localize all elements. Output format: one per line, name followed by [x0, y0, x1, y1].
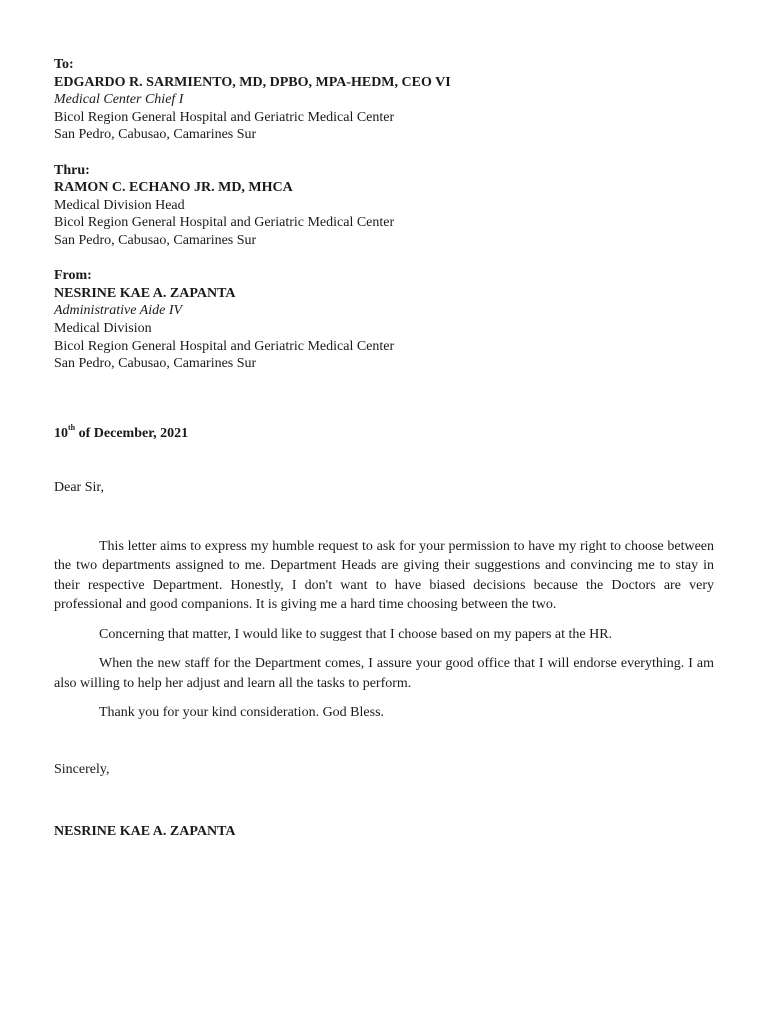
- to-block: [54, 56, 714, 144]
- salutation: Dear Sir,: [54, 479, 104, 495]
- thru-block: [54, 162, 714, 250]
- to-organization: Bicol Region General Hospital and Geriatric Medical Center: [54, 109, 395, 125]
- from-label: From:: [54, 268, 92, 284]
- thru-organization: Bicol Region General Hospital and Geriatric Medical Center: [54, 215, 395, 231]
- signature-name: NESRINE KAE A. ZAPANTA: [54, 823, 236, 839]
- closing: Sincerely,: [54, 761, 110, 777]
- to-address: San Pedro, Cabusao, Camarines Sur: [54, 127, 257, 143]
- body-paragraph: Thank you for your kind consideration. God Bless.: [99, 705, 385, 721]
- date-rest: of December, 2021: [75, 425, 189, 441]
- letter: [54, 56, 714, 841]
- date-suffix: th: [68, 423, 76, 433]
- from-division: Medical Division: [54, 320, 152, 336]
- thru-name: RAMON C. ECHANO JR. MD, MHCA: [54, 180, 293, 196]
- to-name: EDGARDO R. SARMIENTO, MD, DPBO, MPA-HEDM, CEO VI: [54, 74, 451, 90]
- thru-address: San Pedro, Cabusao, Camarines Sur: [54, 232, 257, 248]
- from-organization: Bicol Region General Hospital and Geriatric Medical Center: [54, 338, 395, 354]
- from-address: San Pedro, Cabusao, Camarines Sur: [54, 356, 257, 372]
- from-title: Administrative Aide IV: [54, 303, 183, 319]
- letter-date: [54, 425, 714, 443]
- thru-label: Thru:: [54, 162, 90, 178]
- body-paragraph: When the new staff for the Department comes, I assure your good office that I will endorse everything. I am also willing to help her adjust and learn all the tasks to perform.: [54, 656, 714, 691]
- date-day: 10: [54, 425, 68, 441]
- from-block: [54, 267, 714, 373]
- body-paragraph: Concerning that matter, I would like to suggest that I choose based on my papers at the HR.: [99, 626, 613, 642]
- body-paragraph: This letter aims to express my humble request to ask for your permission to have my right to choose between the two departments assigned to me. Department Heads are giving their suggestions and convincing me to stay in their respective Department. Honestly, I don't want to have biased decisions because the Doctors are very professional and good companions. It is giving me a hard time choosing between the two.: [54, 538, 714, 613]
- to-label: To:: [54, 57, 74, 72]
- from-name: NESRINE KAE A. ZAPANTA: [54, 285, 236, 301]
- to-title: Medical Center Chief I: [54, 92, 184, 108]
- letter-body: [54, 537, 714, 723]
- thru-title: Medical Division Head: [54, 197, 185, 213]
